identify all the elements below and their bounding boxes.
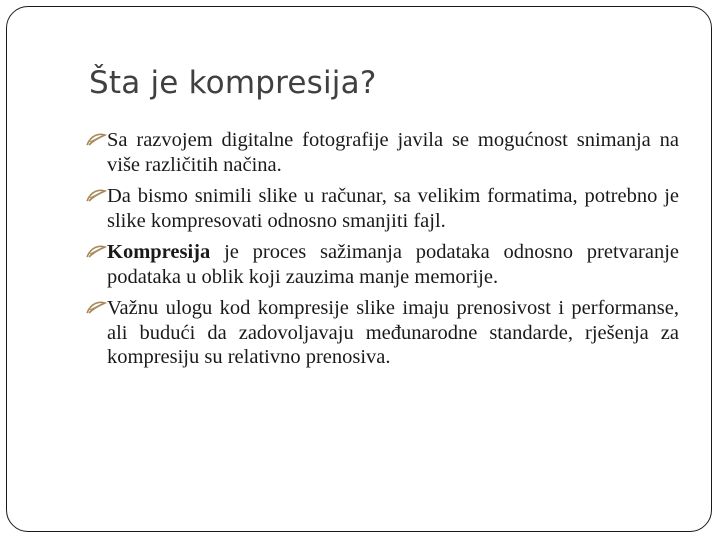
bullet-text — [107, 129, 679, 176]
slide-title: Šta je kompresija? — [89, 65, 377, 101]
leaf-bullet-icon — [85, 245, 107, 259]
bullet-body: je proces sažimanja podataka odnosno pretvaranje podataka u oblik koji zauzima manje memorije. — [107, 241, 679, 288]
bullet-text — [107, 241, 679, 288]
bullet-item — [85, 240, 679, 289]
leaf-bullet-icon — [85, 189, 107, 203]
bullet-body: Važnu ulogu kod kompresije slike imaju prenosivost i performanse, ali budući da zadovoljavaju međunarodne standarde, rješenja za kompresiju su relativno prenosiva. — [107, 297, 679, 368]
bullet-text — [107, 185, 679, 232]
leaf-bullet-icon — [85, 301, 107, 315]
bullet-text — [107, 297, 679, 368]
bullet-item — [85, 128, 679, 177]
bullet-item — [85, 296, 679, 370]
bullet-body: Da bismo snimili slike u računar, sa velikim formatima, potrebno je slike kompresovati odnosno smanjiti fajl. — [107, 185, 679, 232]
leaf-bullet-icon — [85, 133, 107, 147]
bullet-item — [85, 184, 679, 233]
bullet-body: Sa razvojem digitalne fotografije javila se mogućnost snimanja na više različitih načina. — [107, 129, 679, 176]
bullet-list — [85, 128, 679, 377]
slide-frame — [6, 6, 712, 532]
bullet-lead-bold: Kompresija — [107, 241, 211, 263]
